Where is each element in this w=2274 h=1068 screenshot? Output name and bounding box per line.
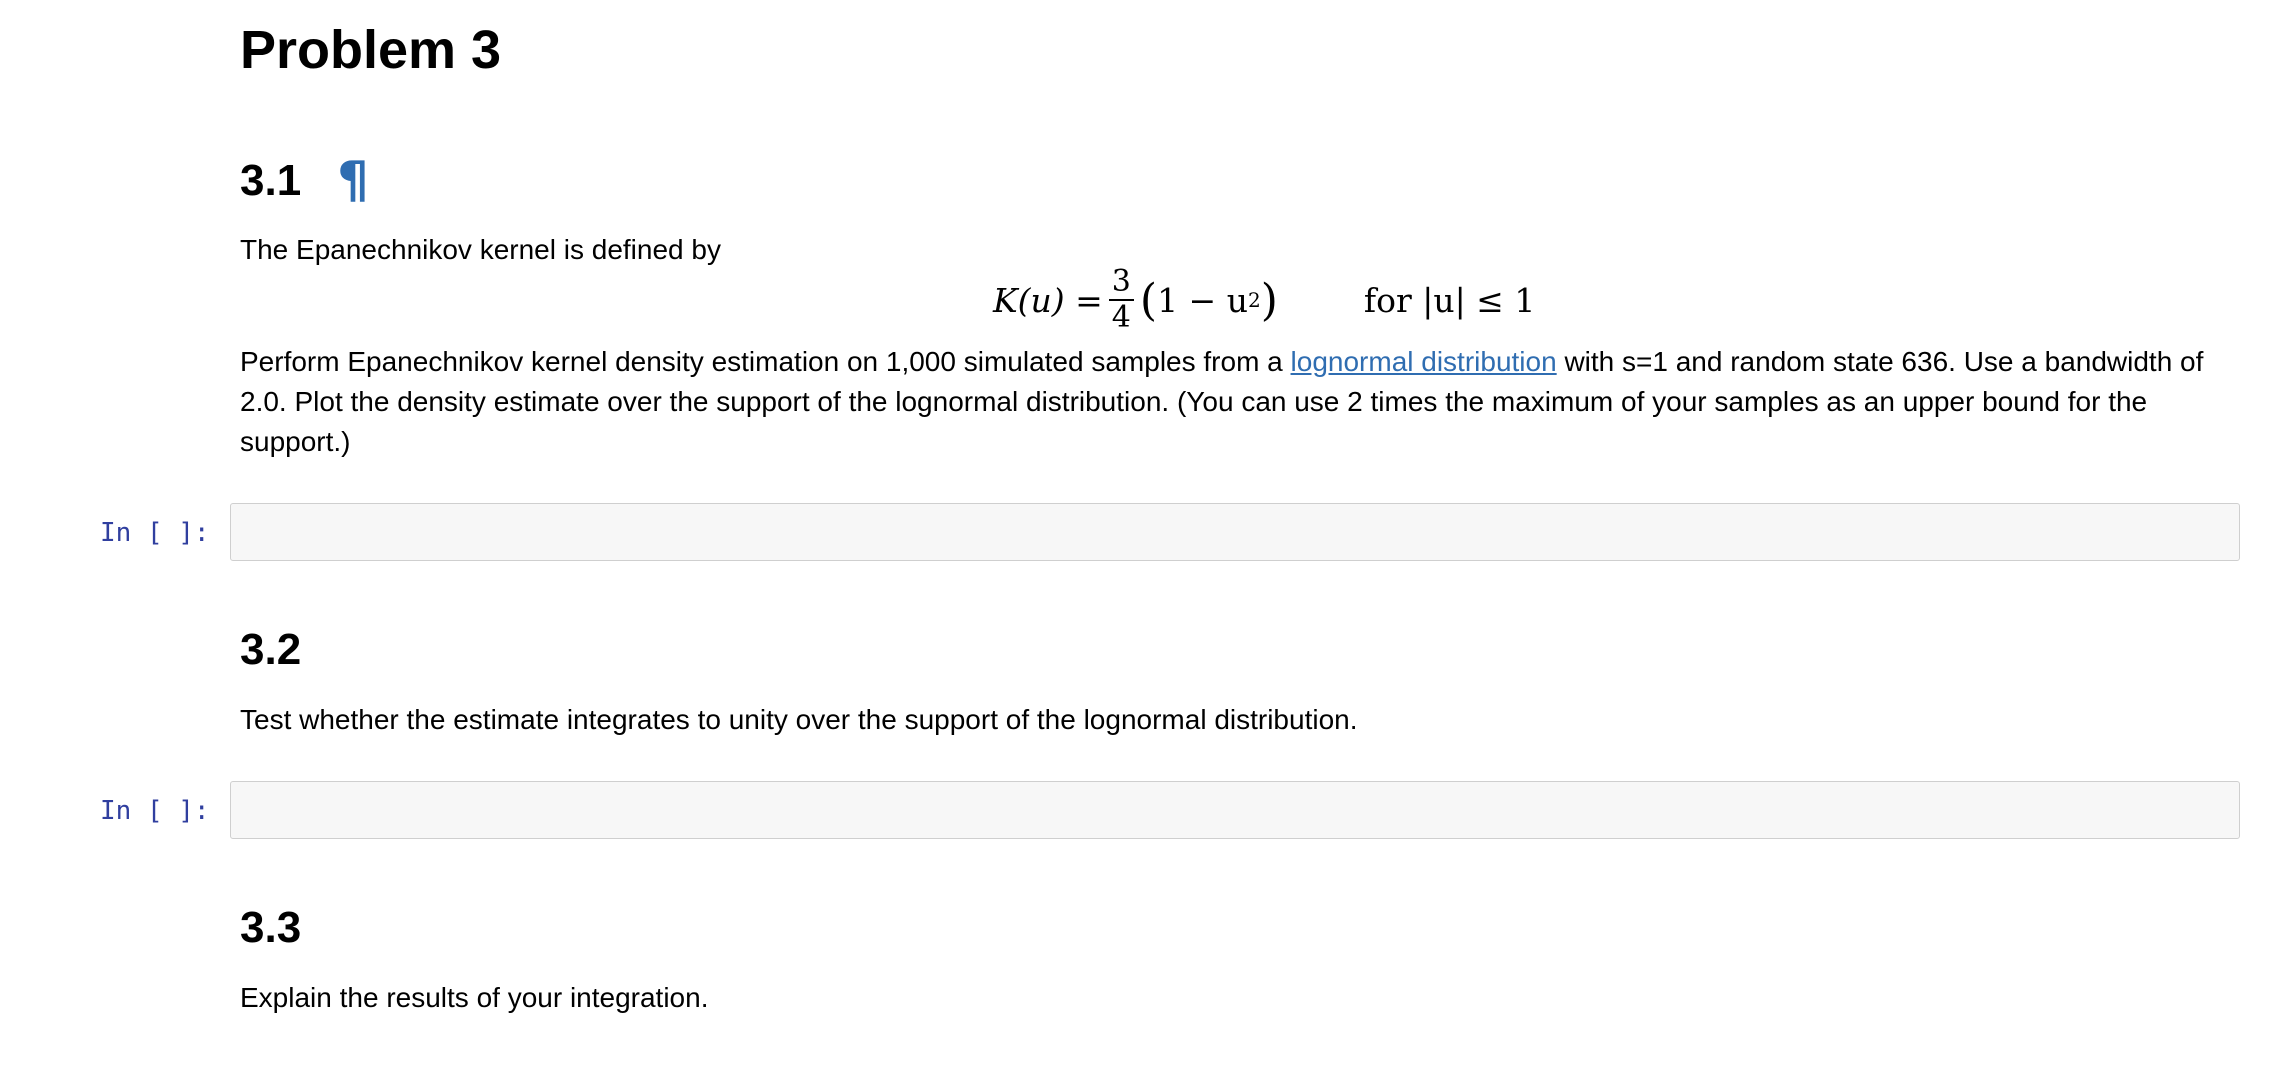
equation-fraction xyxy=(1109,265,1134,335)
section-heading-3-3: 3.3 xyxy=(240,903,302,952)
task-3-1-text xyxy=(240,342,2240,462)
problem-title: Problem 3 xyxy=(240,20,502,80)
task-3-1-text-start: Perform Epanechnikov kernel density estimation on 1,000 simulated samples from a xyxy=(240,346,1291,377)
task-3-3-text: Explain the results of your integration. xyxy=(240,982,709,1013)
section-heading-3-1 xyxy=(240,150,369,211)
code-cell-prompt: In [ ]: xyxy=(100,796,210,826)
lognormal-distribution-link[interactable]: lognormal distribution xyxy=(1290,346,1557,377)
fraction-numerator: 3 xyxy=(1111,264,1131,299)
task-3-1-text-end: with s=1 and random state 636. Use a bandwidth of 2.0. Plot the density estimate over the support of the lognormal distribution. (You can use 2 times the maximum of your samples as an upper bound for the support.) xyxy=(240,346,2204,457)
anchor-link-icon[interactable]: ¶ xyxy=(337,151,369,209)
equation-paren-close: ) xyxy=(1260,274,1278,326)
task-3-2-text: Test whether the estimate integrates to unity over the support of the lognormal distribution. xyxy=(240,704,1358,735)
code-cell-prompt: In [ ]: xyxy=(100,518,210,548)
equation-condition: for |u| ≤ 1 xyxy=(1363,280,1536,320)
equation-lhs: K(u) = xyxy=(993,280,1103,320)
equation-body: 1 − u xyxy=(1157,280,1248,320)
equation-exponent: 2 xyxy=(1247,288,1261,312)
code-cell-input[interactable] xyxy=(230,503,2240,561)
code-cell-input[interactable] xyxy=(230,781,2240,839)
kernel-intro-text: The Epanechnikov kernel is defined by xyxy=(240,234,721,265)
section-heading-3-2: 3.2 xyxy=(240,625,302,674)
fraction-denominator: 4 xyxy=(1111,300,1131,335)
epanechnikov-equation xyxy=(993,258,1535,342)
section-heading-3-1-label: 3.1 xyxy=(240,156,302,205)
equation-paren-open: ( xyxy=(1139,274,1158,326)
